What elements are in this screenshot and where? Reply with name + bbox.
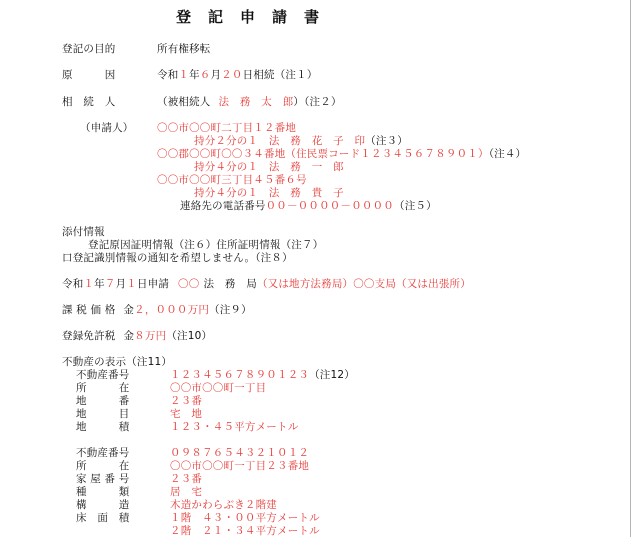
applicant3-share: 持分４分の１ 法 務 貴 子 xyxy=(194,187,344,199)
land-lot-label: 地 番 xyxy=(76,395,130,407)
cause-value: 令和１年６月２０日相続（注１） xyxy=(157,69,318,81)
building-location-label: 所 在 xyxy=(76,460,130,472)
building-number-value: ０９８７６５４３２１０１２ xyxy=(170,447,310,459)
building-type-label: 種 類 xyxy=(76,486,130,498)
heir-value: （被相続人 法 務 太 郎）（注２） xyxy=(157,96,342,108)
tax-value-line: 課 税 価 格 金２，０００万円（注９） xyxy=(62,304,252,316)
land-number-value: １２３４５６７８９０１２３（注12） xyxy=(170,369,355,381)
applicant2-share: 持分４分の１ 法 務 一 郎 xyxy=(194,161,344,173)
purpose-label: 登記の目的 xyxy=(62,43,116,55)
building-structure-label: 構 造 xyxy=(76,499,130,511)
land-location-label: 所 在 xyxy=(76,382,130,394)
land-number-label: 不動産番号 xyxy=(76,369,130,381)
property-label: 不動産の表示（注11） xyxy=(62,356,173,368)
land-area-value: １２３・４５平方メートル xyxy=(170,421,299,433)
building-floor2-value: ２階 ２１・３４平方メートル xyxy=(170,525,320,537)
applicant1-share: 持分２分の１ 法 務 花 子 印（注３） xyxy=(194,135,409,147)
applicant1-address: 〇〇市〇〇町二丁目１２番地 xyxy=(157,122,297,134)
building-number-label: 不動産番号 xyxy=(76,447,130,459)
land-area-label: 地 積 xyxy=(76,421,130,433)
heir-label: 相 続 人 xyxy=(62,96,116,108)
building-house-label: 家 屋 番 号 xyxy=(76,473,130,485)
land-lot-value: ２３番 xyxy=(170,395,203,407)
page-title: 登 記 申 請 書 xyxy=(176,8,321,26)
land-location-value: 〇〇市〇〇町一丁目 xyxy=(170,382,267,394)
land-category-value: 宅 地 xyxy=(170,408,203,420)
license-tax-line: 登録免許税 金８万円（注10） xyxy=(62,330,213,342)
applicants-label: （申請人） xyxy=(80,122,134,134)
building-type-value: 居 宅 xyxy=(170,486,203,498)
cause-label: 原 因 xyxy=(62,69,116,81)
building-location-value: 〇〇市〇〇町一丁目２３番地 xyxy=(170,460,310,472)
attachments-line2: 口登記識別情報の通知を希望しません。（注８） xyxy=(62,252,293,264)
building-structure-value: 木造かわらぶき２階建 xyxy=(170,499,277,511)
contact-line: 連絡先の電話番号００－００００－００００（注５） xyxy=(180,200,437,212)
page-edge-divider xyxy=(630,0,631,537)
applicant3-address: 〇〇市〇〇町三丁目４５番６号 xyxy=(157,174,307,186)
building-floor-label: 床 面 積 xyxy=(76,512,130,524)
applicant2-address: 〇〇郡〇〇町〇〇３４番地（住民票コード１２３４５６７８９０１）（注４） xyxy=(157,148,527,160)
building-floor1-value: １階 ４３・００平方メートル xyxy=(170,512,320,524)
land-category-label: 地 目 xyxy=(76,408,130,420)
purpose-value: 所有権移転 xyxy=(157,43,211,55)
application-line: 令和１年７月１日申請 〇〇 法 務 局（又は地方法務局）〇〇支局（又は出張所） xyxy=(62,278,471,290)
attachments-label: 添付情報 xyxy=(62,226,105,238)
building-house-value: ２３番 xyxy=(170,473,203,485)
attachments-line1: 登記原因証明情報（注６）住所証明情報（注７） xyxy=(88,239,324,251)
